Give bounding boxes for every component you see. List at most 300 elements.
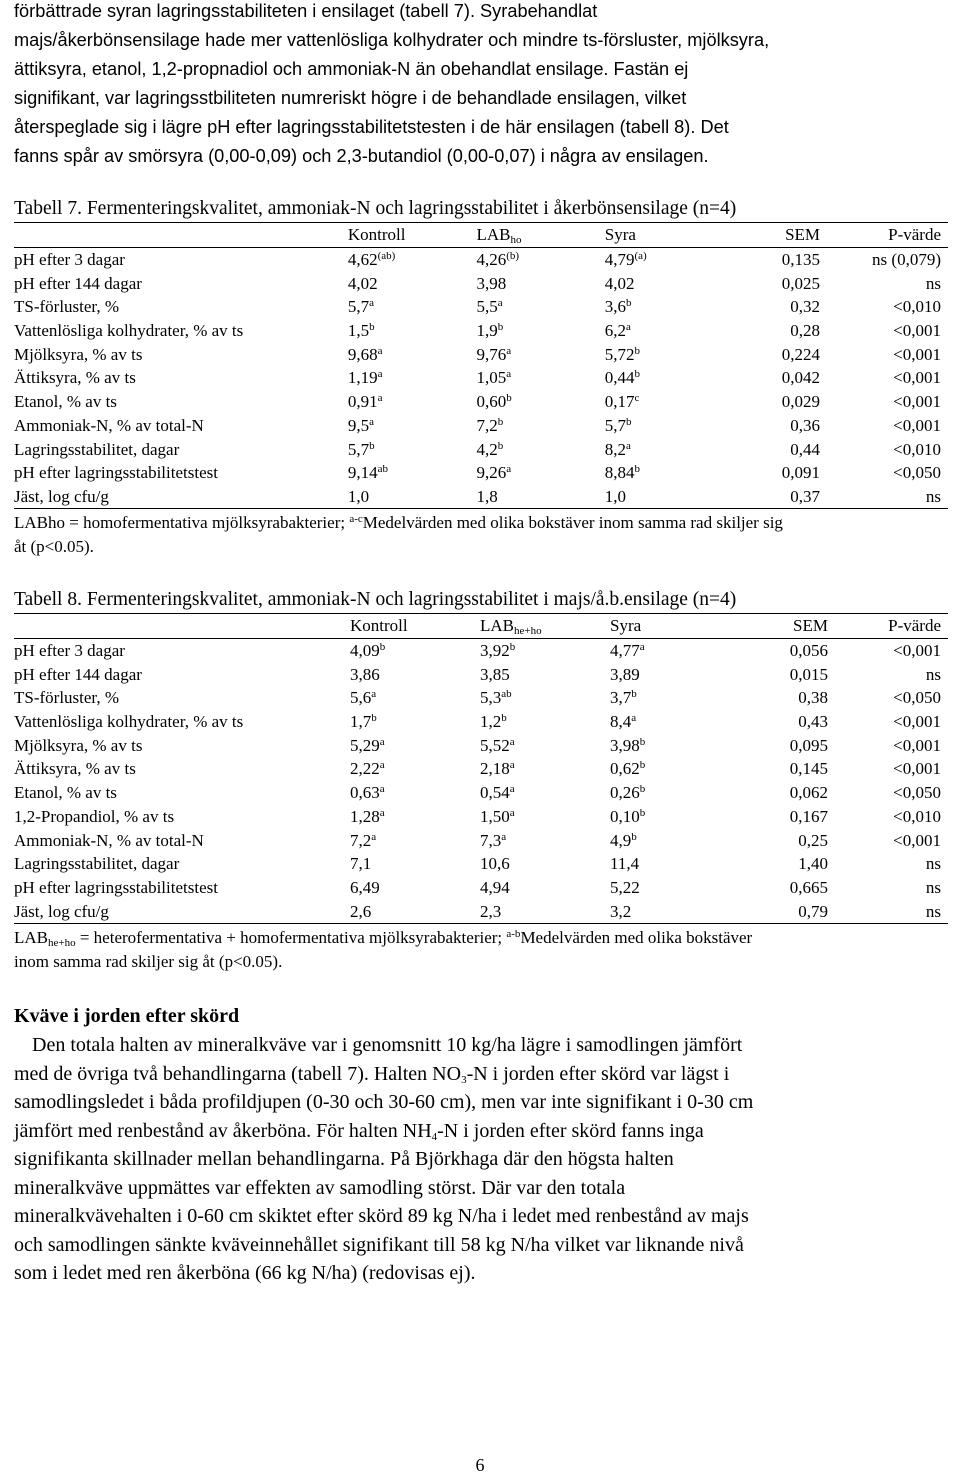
cell-sem bbox=[717, 414, 872, 438]
cell-lab-value: 7,3 bbox=[480, 830, 502, 850]
cell-syra-superscript: a bbox=[639, 641, 645, 654]
cell-syra-superscript: b bbox=[634, 344, 640, 357]
section-line: Den totala halten av mineralkväve var i genomsnitt 10 kg/ha lägre i samodlingen jämfört bbox=[32, 1034, 743, 1056]
table-row bbox=[14, 757, 948, 781]
row-label-value: pH efter lagringsstabilitetstest bbox=[14, 877, 218, 897]
intro-line: ättiksyra, etanol, 1,2-propnadiol och ammoniak-N än obehandlat ensilage. Fastän ej bbox=[14, 59, 689, 79]
row-label bbox=[14, 781, 350, 805]
cell-sem bbox=[724, 757, 880, 781]
cell-kontroll bbox=[350, 805, 480, 829]
cell-kontroll bbox=[350, 852, 480, 876]
table-row bbox=[14, 876, 948, 900]
cell-lab-value: 0,60 bbox=[476, 392, 507, 412]
cell-kontroll bbox=[348, 342, 477, 366]
row-label bbox=[14, 437, 348, 461]
cell-p-value: <0,001 bbox=[893, 735, 941, 755]
cell-sem bbox=[724, 686, 880, 710]
cell-lab bbox=[480, 805, 610, 829]
cell-p bbox=[880, 781, 948, 805]
cell-p bbox=[872, 390, 948, 414]
row-label-value: 1,2-Propandiol, % av ts bbox=[14, 806, 175, 826]
table8-note-lab: LAB bbox=[14, 927, 48, 947]
row-label-value: Ättiksyra, % av ts bbox=[14, 759, 136, 779]
table-row bbox=[14, 781, 948, 805]
cell-kontroll-value: 0,91 bbox=[347, 392, 378, 412]
cell-lab bbox=[480, 781, 610, 805]
cell-kontroll-value: 4,09 bbox=[350, 641, 380, 661]
table-row bbox=[14, 271, 948, 295]
cell-p bbox=[880, 686, 948, 710]
row-label-value: pH efter 3 dagar bbox=[14, 250, 125, 270]
cell-sem bbox=[717, 461, 872, 485]
cell-kontroll bbox=[350, 757, 480, 781]
cell-lab-superscript: a bbox=[509, 806, 515, 819]
row-label-value: Mjölksyra, % av ts bbox=[14, 735, 143, 755]
section-heading: Kväve i jorden efter skörd bbox=[14, 1005, 240, 1027]
table-row bbox=[14, 461, 948, 485]
table8 bbox=[14, 613, 948, 924]
table8-header-row bbox=[14, 614, 948, 639]
cell-syra-value: 4,02 bbox=[604, 273, 635, 293]
table-row bbox=[14, 686, 948, 710]
cell-kontroll-value: 1,19 bbox=[347, 368, 378, 388]
cell-kontroll-superscript: (ab) bbox=[377, 250, 396, 263]
cell-kontroll-value: 7,2 bbox=[350, 830, 372, 850]
cell-p bbox=[880, 662, 948, 686]
cell-kontroll bbox=[350, 686, 480, 710]
cell-syra-value: 11,4 bbox=[610, 854, 640, 874]
cell-kontroll bbox=[348, 366, 477, 390]
table-row bbox=[14, 437, 948, 461]
table8-body bbox=[14, 638, 948, 923]
cell-sem bbox=[717, 247, 872, 271]
row-label bbox=[14, 686, 350, 710]
cell-p bbox=[872, 437, 948, 461]
cell-kontroll bbox=[350, 710, 480, 734]
cell-syra bbox=[610, 662, 724, 686]
cell-syra-value: 3,98 bbox=[610, 735, 640, 755]
cell-kontroll-superscript: a bbox=[379, 783, 385, 796]
cell-p-value: <0,001 bbox=[893, 759, 941, 779]
cell-kontroll-value: 9,14 bbox=[347, 463, 378, 483]
cell-syra-value: 3,6 bbox=[604, 297, 626, 317]
cell-kontroll-superscript: a bbox=[371, 830, 377, 843]
row-label bbox=[14, 295, 348, 319]
cell-sem bbox=[717, 342, 872, 366]
cell-kontroll-value: 1,7 bbox=[350, 712, 372, 732]
cell-p-value: <0,001 bbox=[893, 321, 941, 341]
cell-syra bbox=[605, 319, 718, 343]
table-row bbox=[14, 662, 948, 686]
table8-note-c: inom samma rad skiljer sig åt (p<0.05). bbox=[14, 951, 283, 971]
cell-syra-superscript: (a) bbox=[634, 250, 647, 263]
cell-p-value: <0,001 bbox=[893, 392, 941, 412]
cell-sem-value: 0,224 bbox=[781, 344, 821, 364]
intro-line: signifikant, var lagringsstbiliteten numreriskt högre i de behandlade ensilagen, vilket bbox=[14, 88, 687, 108]
row-label bbox=[14, 461, 348, 485]
row-label bbox=[14, 247, 348, 271]
cell-p-value: ns bbox=[925, 854, 941, 874]
cell-lab-superscript: a bbox=[509, 759, 515, 772]
cell-lab bbox=[480, 757, 610, 781]
cell-lab bbox=[480, 662, 610, 686]
row-label-value: Jäst, log cfu/g bbox=[14, 486, 109, 506]
cell-p bbox=[880, 757, 948, 781]
cell-syra-value: 0,10 bbox=[610, 806, 640, 826]
cell-lab-value: 5,3 bbox=[480, 688, 502, 708]
cell-lab-value: 1,9 bbox=[476, 321, 498, 341]
section-line: mineralkvävehalten i 0-60 cm skiktet efter skörd 89 kg N/ha i ledet med renbestånd av majs bbox=[14, 1205, 749, 1227]
cell-syra bbox=[610, 638, 724, 662]
cell-sem-value: 0,056 bbox=[789, 641, 828, 661]
cell-lab bbox=[480, 638, 610, 662]
cell-lab-value: 0,54 bbox=[480, 783, 510, 803]
intro-line: fanns spår av smörsyra (0,00-0,09) och 2,3-butandiol (0,00-0,07) i några av ensilagen. bbox=[14, 146, 709, 166]
cell-syra-superscript: b bbox=[634, 368, 640, 381]
header-kontroll: Kontroll bbox=[350, 614, 480, 639]
cell-lab bbox=[476, 414, 604, 438]
cell-p bbox=[880, 805, 948, 829]
cell-lab bbox=[480, 876, 610, 900]
row-label-value: Etanol, % av ts bbox=[14, 392, 117, 412]
cell-sem bbox=[717, 485, 872, 509]
cell-p-value: <0,010 bbox=[893, 439, 941, 459]
cell-p bbox=[880, 852, 948, 876]
cell-kontroll-value: 1,0 bbox=[347, 486, 370, 506]
row-label-value: Lagringsstabilitet, dagar bbox=[14, 854, 180, 874]
cell-lab-superscript: b bbox=[497, 415, 504, 428]
cell-syra-value: 4,77 bbox=[610, 641, 640, 661]
cell-lab-superscript: a bbox=[506, 463, 512, 476]
row-label bbox=[14, 390, 348, 414]
intro-line: återspeglade sig i lägre pH efter lagringsstabilitetstesten i de här ensilagen (tabell 8). Det bbox=[14, 117, 729, 137]
cell-kontroll-superscript: a bbox=[377, 392, 383, 405]
cell-lab-value: 5,5 bbox=[476, 297, 498, 317]
cell-sem bbox=[724, 662, 880, 686]
cell-sem bbox=[724, 781, 880, 805]
table7-header-row bbox=[14, 223, 948, 248]
cell-syra-value: 8,4 bbox=[610, 712, 632, 732]
cell-kontroll-superscript: a bbox=[377, 368, 383, 381]
cell-sem bbox=[724, 828, 880, 852]
cell-syra-value: 8,2 bbox=[604, 439, 626, 459]
header-sem: SEM bbox=[717, 223, 872, 248]
cell-kontroll bbox=[350, 781, 480, 805]
cell-syra bbox=[605, 485, 718, 509]
cell-lab-superscript: ab bbox=[501, 688, 512, 701]
cell-lab-value: 1,2 bbox=[480, 712, 502, 732]
table-row bbox=[14, 390, 948, 414]
cell-syra bbox=[605, 414, 718, 438]
header-p: P-värde bbox=[872, 223, 948, 248]
table-row bbox=[14, 247, 948, 271]
table7-body bbox=[14, 247, 948, 509]
cell-lab-value: 5,52 bbox=[480, 735, 510, 755]
cell-kontroll-value: 1,28 bbox=[350, 806, 380, 826]
cell-syra-superscript: a bbox=[626, 321, 631, 334]
cell-syra bbox=[605, 247, 718, 271]
cell-p bbox=[872, 461, 948, 485]
nh4-sub: 4 bbox=[431, 1130, 438, 1143]
row-label-value: Ammoniak-N, % av total-N bbox=[14, 415, 204, 435]
cell-sem-value: 0,38 bbox=[798, 688, 828, 708]
cell-p-value: <0,050 bbox=[893, 688, 941, 708]
cell-sem-value: 0,091 bbox=[781, 463, 821, 483]
cell-kontroll bbox=[350, 733, 480, 757]
cell-lab bbox=[476, 247, 604, 271]
cell-p bbox=[880, 710, 948, 734]
cell-lab bbox=[476, 437, 604, 461]
cell-p-value: <0,010 bbox=[893, 806, 941, 826]
cell-syra-superscript: b bbox=[626, 297, 632, 310]
cell-kontroll-value: 4,62 bbox=[347, 250, 378, 270]
intro-line: förbättrade syran lagringsstabiliteten i ensilaget (tabell 7). Syrabehandlat bbox=[14, 1, 598, 21]
row-label-value: pH efter lagringsstabilitetstest bbox=[14, 463, 218, 483]
row-label bbox=[14, 662, 350, 686]
cell-sem bbox=[724, 899, 880, 923]
header-syra: Syra bbox=[605, 223, 718, 248]
cell-sem-value: 0,167 bbox=[789, 806, 828, 826]
cell-sem-value: 0,32 bbox=[790, 297, 821, 317]
cell-kontroll-value: 3,86 bbox=[350, 664, 380, 684]
cell-kontroll-value: 5,7 bbox=[347, 439, 370, 459]
cell-p bbox=[880, 828, 948, 852]
cell-kontroll bbox=[350, 662, 480, 686]
cell-kontroll-superscript: b bbox=[371, 712, 377, 725]
cell-syra-superscript: b bbox=[639, 759, 646, 772]
row-label-value: Vattenlösliga kolhydrater, % av ts bbox=[14, 712, 244, 732]
header-kontroll: Kontroll bbox=[348, 223, 477, 248]
cell-p-value: <0,001 bbox=[893, 415, 941, 435]
cell-kontroll-superscript: a bbox=[371, 688, 377, 701]
cell-sem bbox=[724, 876, 880, 900]
cell-p-value: ns (0,079) bbox=[872, 250, 941, 270]
cell-p bbox=[872, 414, 948, 438]
cell-syra bbox=[605, 342, 718, 366]
cell-sem-value: 0,79 bbox=[798, 901, 828, 921]
cell-p-value: <0,001 bbox=[893, 712, 941, 732]
cell-p bbox=[872, 247, 948, 271]
cell-lab-value: 2,18 bbox=[480, 759, 510, 779]
table7-note-a: LABho = homofermentativa mjölksyrabakterier; bbox=[14, 513, 350, 533]
cell-kontroll-value: 5,7 bbox=[347, 297, 370, 317]
cell-lab-superscript: b bbox=[509, 641, 516, 654]
cell-sem-value: 0,43 bbox=[798, 712, 828, 732]
row-label bbox=[14, 805, 350, 829]
cell-sem bbox=[724, 638, 880, 662]
cell-sem-value: 0,135 bbox=[781, 250, 821, 270]
cell-syra-value: 0,62 bbox=[610, 759, 640, 779]
cell-lab-value: 3,92 bbox=[480, 641, 510, 661]
intro-line: majs/åkerbönsensilage hade mer vattenlösliga kolhydrater och mindre ts-försluster, mjölksyra, bbox=[14, 30, 770, 50]
cell-sem bbox=[724, 852, 880, 876]
cell-lab-value: 2,3 bbox=[480, 901, 502, 921]
cell-p-value: ns bbox=[925, 486, 941, 506]
cell-lab bbox=[480, 733, 610, 757]
section-line: signifikanta skillnader mellan behandlingarna. På Björkhaga där den högsta halten bbox=[14, 1148, 674, 1170]
cell-p-value: ns bbox=[925, 273, 941, 293]
cell-kontroll-value: 4,02 bbox=[347, 273, 378, 293]
cell-kontroll bbox=[350, 828, 480, 852]
cell-sem-value: 0,25 bbox=[798, 830, 828, 850]
cell-syra bbox=[610, 805, 724, 829]
cell-lab-value: 7,2 bbox=[476, 415, 498, 435]
cell-sem-value: 0,062 bbox=[789, 783, 828, 803]
cell-kontroll-superscript: a bbox=[369, 415, 375, 428]
table-row bbox=[14, 733, 948, 757]
cell-lab-value: 1,8 bbox=[476, 486, 498, 506]
cell-syra-superscript: b bbox=[626, 415, 632, 428]
cell-kontroll-superscript: b bbox=[369, 321, 375, 334]
table-row bbox=[14, 899, 948, 923]
cell-kontroll bbox=[348, 295, 477, 319]
cell-kontroll-superscript: a bbox=[379, 759, 385, 772]
cell-syra bbox=[605, 295, 718, 319]
cell-syra bbox=[610, 899, 724, 923]
cell-p-value: ns bbox=[925, 901, 941, 921]
section-line: samodlingsledet i båda profildjupen (0-30 och 30-60 cm), men var inte signifikant i 0-30 cm bbox=[14, 1091, 754, 1113]
table7-caption: Tabell 7. Fermenteringskvalitet, ammoniak-N och lagringsstabilitet i åkerbönsensilage (n=4) bbox=[14, 198, 737, 219]
cell-syra-value: 4,79 bbox=[604, 250, 635, 270]
cell-syra-value: 5,72 bbox=[604, 344, 635, 364]
cell-syra bbox=[605, 271, 718, 295]
cell-syra-superscript: b bbox=[631, 688, 637, 701]
cell-syra bbox=[610, 828, 724, 852]
cell-kontroll-value: 9,68 bbox=[347, 344, 378, 364]
cell-p-value: <0,050 bbox=[893, 783, 941, 803]
cell-kontroll bbox=[348, 319, 477, 343]
row-label-value: pH efter 144 dagar bbox=[14, 273, 142, 293]
cell-p bbox=[872, 485, 948, 509]
cell-p-value: ns bbox=[925, 664, 941, 684]
cell-sem-value: 0,145 bbox=[789, 759, 828, 779]
cell-kontroll bbox=[350, 876, 480, 900]
cell-sem-value: 0,28 bbox=[790, 321, 821, 341]
cell-lab-superscript: a bbox=[509, 783, 515, 796]
row-label bbox=[14, 710, 350, 734]
cell-syra bbox=[610, 757, 724, 781]
table-row bbox=[14, 828, 948, 852]
cell-lab-superscript: a bbox=[497, 297, 503, 310]
table-row bbox=[14, 366, 948, 390]
cell-kontroll-value: 2,22 bbox=[350, 759, 380, 779]
section-line-part: -N i jorden efter skörd var lägst i bbox=[466, 1062, 730, 1085]
cell-syra-superscript: b bbox=[634, 463, 640, 476]
cell-lab-value: 10,6 bbox=[480, 854, 510, 874]
table-row bbox=[14, 295, 948, 319]
row-label bbox=[14, 828, 350, 852]
cell-p bbox=[872, 366, 948, 390]
cell-lab bbox=[480, 828, 610, 852]
cell-lab-superscript: b bbox=[501, 712, 507, 725]
cell-p bbox=[872, 271, 948, 295]
table8-note bbox=[14, 926, 948, 974]
cell-lab-value: 1,50 bbox=[480, 806, 510, 826]
cell-kontroll-value: 0,63 bbox=[350, 783, 380, 803]
cell-kontroll-superscript: ab bbox=[377, 463, 389, 476]
cell-kontroll bbox=[348, 247, 477, 271]
cell-p-value: <0,001 bbox=[893, 368, 941, 388]
cell-syra bbox=[605, 390, 718, 414]
table7-block bbox=[14, 197, 948, 559]
section-line-part: jämfört med renbestånd av åkerböna. För halten NH bbox=[14, 1119, 432, 1142]
cell-kontroll-value: 5,29 bbox=[350, 735, 380, 755]
cell-sem bbox=[717, 295, 872, 319]
cell-syra-value: 3,7 bbox=[610, 688, 632, 708]
row-label bbox=[14, 757, 350, 781]
cell-syra bbox=[605, 461, 718, 485]
table8-note-lab-sub: he+ho bbox=[48, 936, 76, 949]
page-number: 6 bbox=[475, 1455, 485, 1475]
cell-syra-value: 0,44 bbox=[604, 368, 635, 388]
table7 bbox=[14, 222, 948, 509]
header-empty bbox=[14, 614, 350, 639]
cell-lab-value: 3,98 bbox=[476, 273, 507, 293]
cell-sem bbox=[717, 271, 872, 295]
cell-kontroll bbox=[348, 485, 477, 509]
table7-note bbox=[14, 511, 948, 559]
cell-lab-value: 3,85 bbox=[480, 664, 510, 684]
cell-sem-value: 0,029 bbox=[781, 392, 821, 412]
table7-note-c: åt (p<0.05). bbox=[14, 537, 94, 557]
cell-sem bbox=[717, 319, 872, 343]
cell-kontroll-value: 5,6 bbox=[350, 688, 372, 708]
cell-syra-superscript: b bbox=[639, 806, 646, 819]
cell-lab bbox=[476, 461, 604, 485]
cell-lab-value: 4,94 bbox=[480, 877, 510, 897]
section-paragraph bbox=[14, 1031, 948, 1288]
section-line bbox=[14, 1117, 948, 1146]
cell-syra-value: 3,89 bbox=[610, 664, 640, 684]
cell-p-value: <0,001 bbox=[893, 830, 941, 850]
cell-syra-value: 5,7 bbox=[604, 415, 626, 435]
section-line-part: -N i jorden efter skörd fanns inga bbox=[437, 1119, 704, 1142]
row-label-value: Ättiksyra, % av ts bbox=[14, 368, 136, 388]
section-line: som i ledet med ren åkerböna (66 kg N/ha) (redovisas ej). bbox=[14, 1262, 476, 1284]
cell-p-value: <0,001 bbox=[893, 344, 941, 364]
cell-lab-value: 9,76 bbox=[476, 344, 507, 364]
row-label bbox=[14, 414, 348, 438]
cell-lab-superscript: b bbox=[506, 392, 512, 405]
cell-syra-superscript: b bbox=[639, 735, 646, 748]
row-label bbox=[14, 733, 350, 757]
no3-sub: 3 bbox=[461, 1073, 467, 1086]
cell-kontroll bbox=[350, 899, 480, 923]
header-syra: Syra bbox=[610, 614, 724, 639]
cell-lab bbox=[476, 342, 604, 366]
cell-lab-superscript: b bbox=[497, 321, 504, 334]
row-label-value: Ammoniak-N, % av total-N bbox=[14, 830, 204, 850]
section-line-part: med de övriga två behandlingarna (tabell 7). Halten NO bbox=[14, 1062, 462, 1085]
cell-kontroll-superscript: a bbox=[379, 806, 385, 819]
cell-kontroll-superscript: b bbox=[379, 641, 386, 654]
cell-kontroll-value: 9,5 bbox=[347, 415, 370, 435]
row-label-value: pH efter 3 dagar bbox=[14, 641, 125, 661]
cell-syra bbox=[610, 852, 724, 876]
cell-p bbox=[880, 638, 948, 662]
cell-p-value: <0,010 bbox=[893, 297, 941, 317]
cell-kontroll bbox=[348, 461, 477, 485]
section-line: mineralkväve uppmättes var effekten av samodling störst. Där var den totala bbox=[14, 1176, 626, 1199]
cell-syra-value: 0,17 bbox=[604, 392, 635, 412]
section-line: och samodlingen sänkte kväveinnehållet signifikant till 58 kg N/ha vilket var liknande nivå bbox=[14, 1233, 744, 1256]
cell-syra-superscript: c bbox=[634, 392, 640, 405]
row-label-value: Jäst, log cfu/g bbox=[14, 901, 109, 921]
cell-lab-superscript: a bbox=[506, 368, 512, 381]
cell-lab-value: 4,26 bbox=[476, 250, 507, 270]
row-label-value: Lagringsstabilitet, dagar bbox=[14, 439, 180, 459]
row-label bbox=[14, 899, 350, 923]
